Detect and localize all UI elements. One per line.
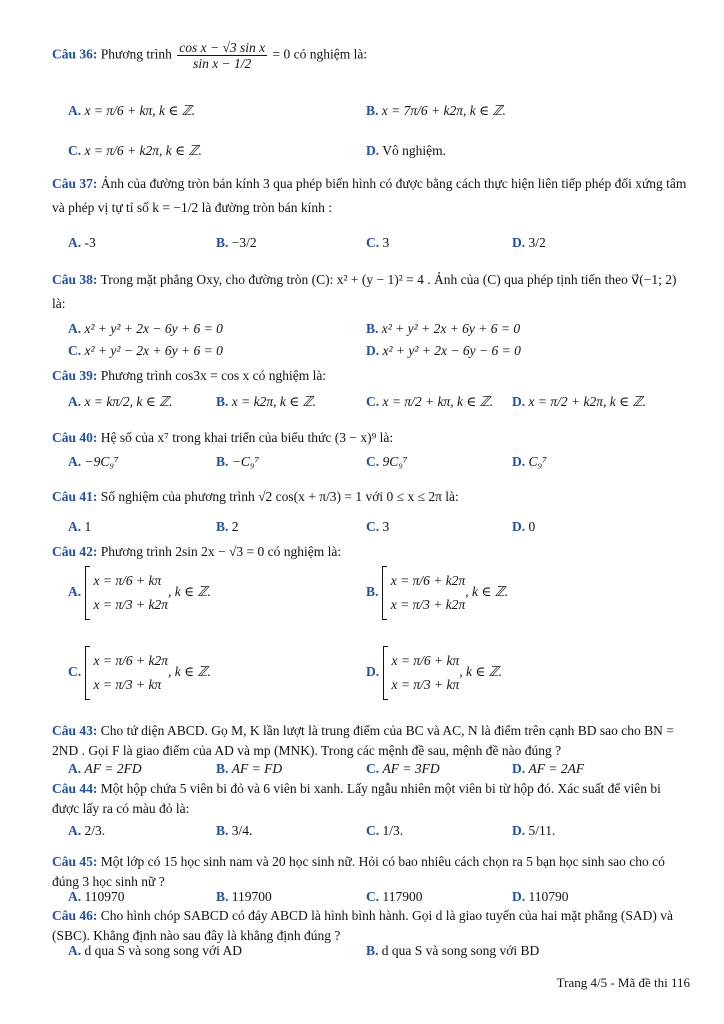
option-letter: C.: [366, 761, 380, 776]
option-text: x = π/2 + kπ, k ∈ ℤ.: [382, 394, 494, 409]
option-text: -3: [84, 235, 96, 250]
option-a[interactable]: [68, 318, 223, 340]
system-row: x = π/3 + k2π: [390, 597, 466, 612]
option-letter: A.: [68, 235, 82, 250]
option-text: 2/3.: [84, 823, 106, 838]
option-c[interactable]: [366, 516, 389, 538]
option-d[interactable]: [366, 140, 446, 162]
option-text: x² + y² − 2x + 6y + 6 = 0: [84, 343, 223, 358]
option-text: 119700: [231, 889, 272, 904]
question-label: Câu 42:: [52, 544, 98, 559]
equation-system: [85, 566, 168, 620]
option-letter: C.: [68, 143, 82, 158]
question-36: [52, 40, 690, 71]
option-c[interactable]: [68, 340, 223, 362]
option-letter: D.: [512, 889, 526, 904]
fraction: [177, 40, 267, 71]
question-label: Câu 45:: [52, 854, 98, 869]
option-d[interactable]: [366, 340, 521, 362]
question-text: Cho hình chóp SABCD có đáy ABCD là hình bình hành. Gọi d là giao tuyến của hai mặt phẳng (SAD) và (SBC). Khẳng định nào sau đây là khẳng định đúng ?: [52, 908, 673, 943]
option-text: C₉⁷: [528, 454, 547, 469]
page-footer: Trang 4/5 - Mã đề thi 116: [556, 975, 690, 990]
option-letter: A.: [68, 394, 82, 409]
option-c[interactable]: [366, 886, 423, 908]
option-text: 110970: [84, 889, 125, 904]
option-letter: D.: [366, 343, 380, 358]
option-text: x = π/6 + k2π, k ∈ ℤ.: [84, 143, 202, 158]
option-letter: C.: [366, 519, 380, 534]
option-text: 0: [528, 519, 536, 534]
question-text: Phương trình cos3x = cos x có nghiệm là:: [100, 368, 327, 383]
option-text: AF = 3FD: [382, 761, 440, 776]
option-letter: D.: [366, 143, 380, 158]
option-a[interactable]: [68, 232, 96, 254]
option-b[interactable]: [216, 391, 316, 413]
question-42: [52, 540, 690, 564]
option-text: 3: [382, 235, 390, 250]
option-letter: C.: [366, 823, 380, 838]
option-letter: D.: [512, 454, 526, 469]
option-text: 9C₉⁷: [382, 454, 408, 469]
option-letter: B.: [366, 103, 379, 118]
question-text: Hệ số của x⁷ trong khai triển của biểu thức (3 − x)⁹ là:: [100, 430, 394, 445]
option-b[interactable]: [366, 566, 508, 620]
question-43: [52, 721, 690, 761]
option-text: 117900: [382, 889, 423, 904]
option-b[interactable]: [366, 318, 520, 340]
option-letter: B.: [216, 889, 229, 904]
option-d[interactable]: [512, 516, 535, 538]
option-text: AF = FD: [231, 761, 283, 776]
option-letter: B.: [216, 761, 229, 776]
option-letter: A.: [68, 584, 82, 600]
option-b[interactable]: [216, 820, 252, 842]
question-text-2: = 0 có nghiệm là:: [272, 46, 368, 62]
option-text: −3/2: [231, 235, 257, 250]
option-d[interactable]: [512, 451, 547, 473]
option-c[interactable]: [366, 391, 493, 413]
option-letter: B.: [216, 235, 229, 250]
option-text: x = 7π/6 + k2π, k ∈ ℤ.: [381, 103, 506, 118]
question-text: Trong mặt phẳng Oxy, cho đường tròn (C): x² + (y − 1)² = 4 . Ảnh của (C) qua phép tịnh tiến theo v⃗(−1; 2) là:: [52, 272, 677, 311]
system-row: x = π/6 + kπ: [391, 653, 460, 668]
option-a[interactable]: [68, 516, 91, 538]
option-letter: D.: [366, 664, 380, 680]
option-c[interactable]: [366, 758, 440, 780]
option-d[interactable]: [512, 886, 569, 908]
option-text: −C₉⁷: [231, 454, 260, 469]
question-38: [52, 268, 690, 316]
option-letter: A.: [68, 823, 82, 838]
option-c[interactable]: [366, 232, 389, 254]
option-letter: A.: [68, 454, 82, 469]
question-label: Câu 44:: [52, 781, 98, 796]
option-d[interactable]: [512, 232, 546, 254]
option-b[interactable]: [216, 886, 272, 908]
option-text: d qua S và song song với BD: [381, 943, 540, 958]
option-letter: C.: [366, 454, 380, 469]
equation-system: [382, 566, 465, 620]
option-letter: B.: [366, 943, 379, 958]
option-text: 5/11.: [528, 823, 556, 838]
option-text: 3: [382, 519, 390, 534]
question-text: Một hộp chứa 5 viên bi đỏ và 6 viên bi xanh. Lấy ngẫu nhiên một viên bi từ hộp đó. Xác suất để viên bi được lấy ra có màu đỏ là:: [52, 781, 661, 816]
option-d[interactable]: [512, 820, 555, 842]
option-b[interactable]: [366, 100, 506, 122]
question-label: Câu 40:: [52, 430, 98, 445]
option-text: 1: [84, 519, 92, 534]
system-row: x = π/3 + kπ: [391, 677, 460, 692]
option-text: x² + y² + 2x + 6y + 6 = 0: [381, 321, 521, 336]
option-suffix: , k ∈ ℤ.: [167, 584, 211, 600]
question-label: Câu 43:: [52, 723, 98, 738]
option-letter: A.: [68, 519, 82, 534]
question-text: Một lớp có 15 học sinh nam và 20 học sinh nữ. Hỏi có bao nhiêu cách chọn ra 5 bạn học sinh sao cho có đúng 3 học sinh nữ ?: [52, 854, 665, 889]
option-text: −9C₉⁷: [84, 454, 119, 469]
option-suffix: , k ∈ ℤ.: [465, 584, 509, 600]
fraction-numerator: cos x − √3 sin x: [179, 40, 266, 55]
option-a[interactable]: [68, 566, 211, 620]
option-letter: B.: [216, 454, 229, 469]
option-text: AF = 2AF: [528, 761, 585, 776]
option-text: 110790: [528, 889, 569, 904]
option-letter: C.: [366, 394, 380, 409]
option-text: 1/3.: [382, 823, 404, 838]
option-letter: B.: [366, 321, 379, 336]
option-b[interactable]: [216, 232, 257, 254]
option-text: d qua S và song song với AD: [84, 943, 243, 958]
option-suffix: , k ∈ ℤ.: [459, 664, 503, 680]
system-row: x = π/3 + k2π: [93, 597, 168, 612]
option-suffix: , k ∈ ℤ.: [167, 664, 211, 680]
option-b[interactable]: [216, 758, 282, 780]
system-row: x = π/6 + k2π: [390, 573, 466, 588]
option-letter: D.: [512, 235, 526, 250]
question-text: Phương trình 2sin 2x − √3 = 0 có nghiệm là:: [100, 544, 342, 559]
option-c[interactable]: [68, 140, 202, 162]
question-37: [52, 172, 690, 220]
option-text: AF = 2FD: [84, 761, 142, 776]
option-a[interactable]: [68, 391, 173, 413]
option-d[interactable]: [512, 758, 584, 780]
question-41: [52, 485, 690, 509]
option-text: 2: [231, 519, 239, 534]
option-letter: A.: [68, 943, 82, 958]
option-letter: D.: [512, 761, 526, 776]
question-label: Câu 46:: [52, 908, 98, 923]
fraction-denominator: sin x − 1/2: [193, 56, 252, 71]
question-label: Câu 41:: [52, 489, 98, 504]
system-row: x = π/6 + k2π: [93, 653, 168, 668]
option-c[interactable]: [366, 451, 408, 473]
option-a[interactable]: [68, 886, 125, 908]
option-letter: D.: [512, 519, 526, 534]
option-letter: A.: [68, 761, 82, 776]
question-44: [52, 779, 690, 819]
option-letter: C.: [68, 343, 82, 358]
option-text: x² + y² + 2x − 6y + 6 = 0: [84, 321, 223, 336]
option-letter: B.: [216, 394, 229, 409]
option-a[interactable]: [68, 758, 142, 780]
option-letter: B.: [216, 823, 229, 838]
option-letter: A.: [68, 889, 82, 904]
option-a[interactable]: [68, 940, 242, 962]
equation-system: [85, 646, 168, 700]
option-c[interactable]: [366, 820, 403, 842]
question-label: Câu 39:: [52, 368, 98, 383]
option-a[interactable]: [68, 100, 195, 122]
question-text: Cho tứ diện ABCD. Gọ M, K lần lượt là trung điểm của BC và AC, N là điểm trên cạnh BD sao cho BN = 2ND . Gọi F là giao điểm của AD và mp (MNK). Trong các mệnh đề sau, mệnh đề nào đúng ?: [52, 723, 674, 758]
option-d[interactable]: [512, 391, 646, 413]
option-text: x² + y² + 2x − 6y − 6 = 0: [382, 343, 521, 358]
question-label: Câu 36:: [52, 46, 98, 62]
option-letter: D.: [512, 823, 526, 838]
option-a[interactable]: [68, 820, 105, 842]
question-text: Ảnh của đường tròn bán kính 3 qua phép biến hình có được bằng cách thực hiện liên tiếp phép đối xứng tâm và phép vị tự tỉ số k = −1/2 là đường tròn bán kính :: [52, 176, 687, 215]
option-letter: C.: [366, 889, 380, 904]
option-text: 3/2: [528, 235, 546, 250]
option-d[interactable]: [366, 646, 502, 700]
question-label: Câu 37:: [52, 176, 98, 191]
option-letter: A.: [68, 103, 82, 118]
option-text: x = π/6 + kπ, k ∈ ℤ.: [84, 103, 196, 118]
option-c[interactable]: [68, 646, 211, 700]
option-a[interactable]: [68, 451, 119, 473]
option-b[interactable]: [216, 516, 239, 538]
option-letter: B.: [216, 519, 229, 534]
option-b[interactable]: [216, 451, 259, 473]
option-text: x = π/2 + k2π, k ∈ ℤ.: [528, 394, 646, 409]
question-text: Phương trình: [100, 46, 172, 62]
option-letter: C.: [68, 664, 82, 680]
option-text: x = kπ/2, k ∈ ℤ.: [84, 394, 173, 409]
option-letter: B.: [366, 584, 379, 600]
system-row: x = π/3 + kπ: [93, 677, 162, 692]
question-label: Câu 38:: [52, 272, 98, 287]
question-39: [52, 364, 690, 388]
system-row: x = π/6 + kπ: [93, 573, 162, 588]
option-b[interactable]: [366, 940, 539, 962]
option-letter: A.: [68, 321, 82, 336]
option-text: 3/4.: [231, 823, 253, 838]
option-text: Vô nghiệm.: [382, 143, 447, 158]
option-text: x = k2π, k ∈ ℤ.: [231, 394, 317, 409]
question-40: [52, 426, 690, 450]
equation-system: [383, 646, 460, 700]
option-letter: D.: [512, 394, 526, 409]
question-text: Số nghiệm của phương trình √2 cos(x + π/3) = 1 với 0 ≤ x ≤ 2π là:: [100, 489, 459, 504]
option-letter: C.: [366, 235, 380, 250]
